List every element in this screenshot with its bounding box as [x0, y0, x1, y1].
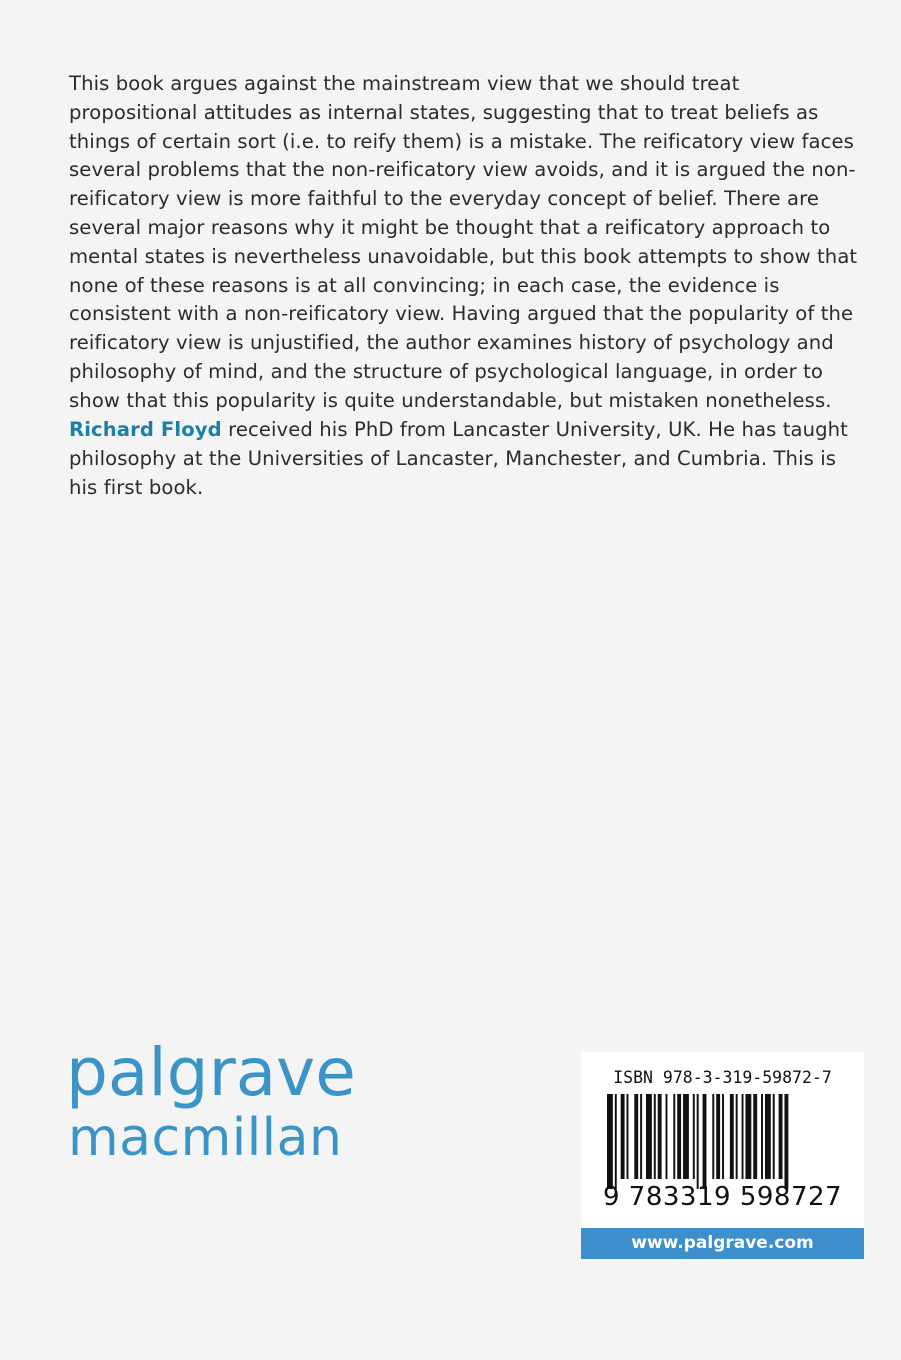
author-bio-text: received his PhD from Lancaster University, UK. He has taught philosophy at the Universities of Lancaster, Manchester, and Cumbria. This is his first book. — [69, 418, 848, 499]
publisher-url: www.palgrave.com — [581, 1228, 864, 1259]
publisher-logo-line2: macmillan — [68, 1108, 343, 1168]
publisher-logo — [66, 1034, 356, 1168]
barcode-digits: 9 783319 598727 — [603, 1182, 843, 1212]
barcode-icon — [601, 1094, 837, 1189]
author-bio — [69, 416, 859, 502]
back-cover-blurb: This book argues against the mainstream view that we should treat propositional attitudes as internal states, suggesting that to treat beliefs as things of certain sort (i.e. to reify them) is a mistake. The reificatory view faces several problems that the non-reificatory view avoids, and it is argued the non-reificatory view is more faithful to the everyday concept of belief. There are several major reasons why it might be thought that a reificatory approach to mental states is nevertheless unavoidable, but this book attempts to show that none of these reasons is at all convincing; in each case, the evidence is consistent with a non-reificatory view. Having argued that the popularity of the reificatory view is unjustified, the author examines history of psychology and philosophy of mind, and the structure of psychological language, in order to show that this popularity is quite understandable, but mistaken nonetheless. — [69, 72, 858, 412]
author-name: Richard Floyd — [69, 418, 222, 441]
barcode-panel — [581, 1052, 864, 1259]
publisher-logo-line1: palgrave — [66, 1034, 356, 1111]
isbn-label: ISBN 978-3-319-59872-7 — [613, 1068, 832, 1087]
